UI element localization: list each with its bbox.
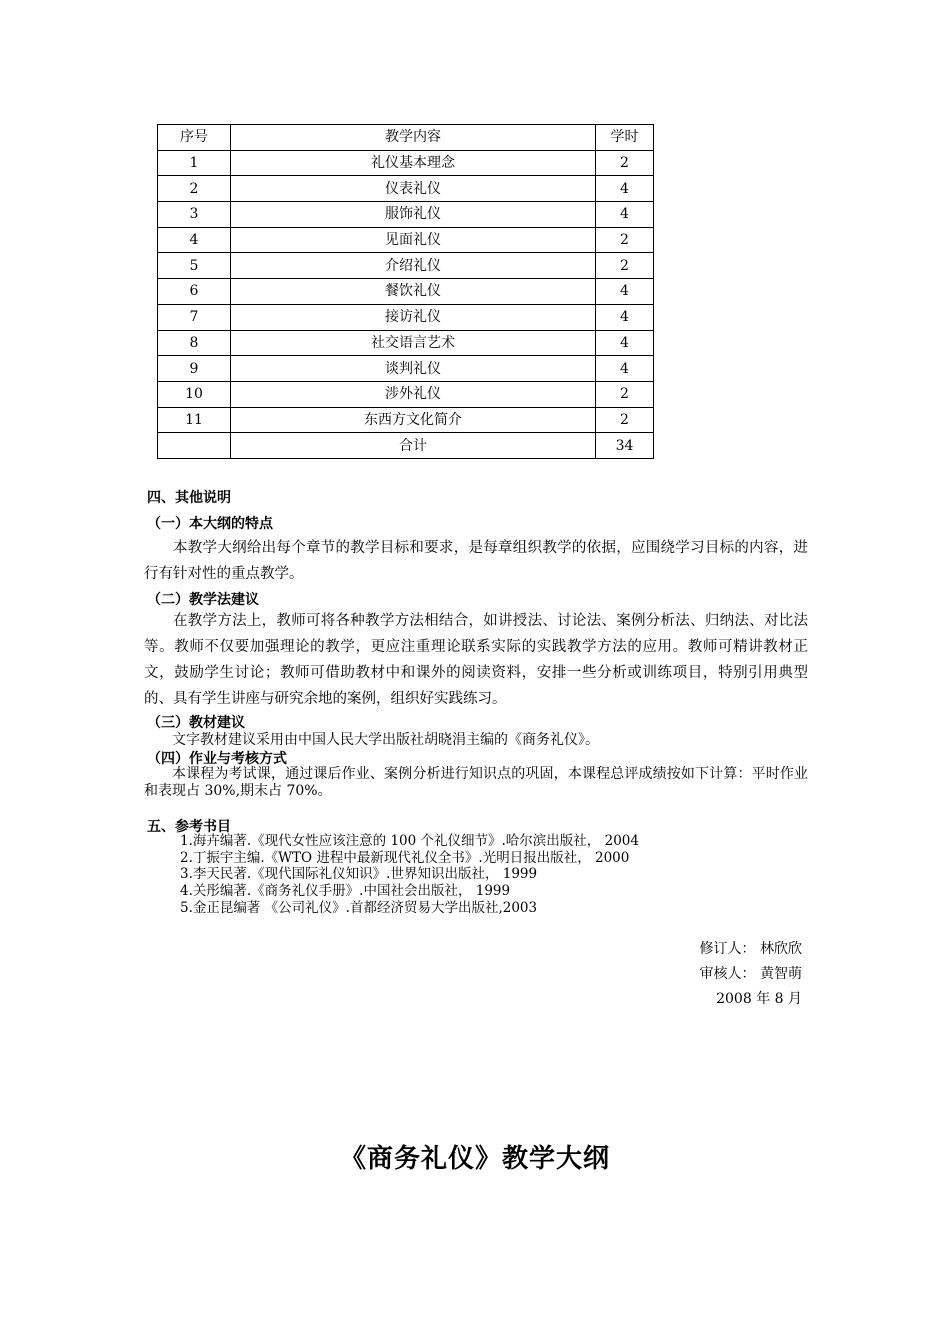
table-row bbox=[158, 330, 654, 356]
document-title: 《商务礼仪》教学大纲 bbox=[339, 1144, 610, 1174]
row-content: 服饰礼仪 bbox=[231, 202, 596, 228]
row-content: 东西方文化简介 bbox=[231, 407, 596, 433]
section-4-2-text: 在教学方法上，教师可将各种教学方法相结合，如讲授法、讨论法、案例分析法、归纳法、对比法等。教师不仅要加强理论的教学，更应注重理论联系实际的实践教学方法的应用。教师可精讲教材正文，鼓励学生讨论；教师可借助教材中和课外的阅读资料，安排一些分析或训练项目，特别引用典型的、具有学生讲座与研究余地的案例，组织好实践练习。 bbox=[144, 613, 808, 707]
reference-item: 3.李天民著.《现代国际礼仪知识》.世界知识出版社， 1999 bbox=[180, 866, 538, 883]
table-row bbox=[158, 253, 654, 279]
section-4-2-title: （二）教学法建议 bbox=[147, 592, 259, 608]
section-4-1-title: （一）本大纲的特点 bbox=[147, 516, 273, 532]
row-hours: 2 bbox=[596, 253, 654, 279]
section-4-title: 四、其他说明 bbox=[147, 490, 231, 506]
table-row bbox=[158, 150, 654, 176]
header-content: 教学内容 bbox=[231, 125, 596, 151]
section-4-3-text: 文字教材建议采用由中国人民大学出版社胡晓涓主编的《商务礼仪》。 bbox=[172, 732, 599, 748]
header-hours: 学时 bbox=[596, 125, 654, 151]
section-4-3-title: （三）教材建议 bbox=[147, 715, 245, 731]
row-hours: 4 bbox=[596, 330, 654, 356]
reference-item: 4.关彤编著.《商务礼仪手册》.中国社会出版社， 1999 bbox=[180, 883, 511, 900]
table-header-row bbox=[158, 125, 654, 151]
table-row bbox=[158, 202, 654, 228]
row-index: 1 bbox=[158, 150, 231, 176]
row-content: 礼仪基本理念 bbox=[231, 150, 596, 176]
row-hours: 2 bbox=[596, 381, 654, 407]
row-index: 2 bbox=[158, 176, 231, 202]
reviser: 修订人： 林欣欣 bbox=[699, 941, 802, 957]
row-index: 4 bbox=[158, 227, 231, 253]
reference-item: 5.金正昆编著 《公司礼仪》.首都经济贸易大学出版社,2003 bbox=[180, 899, 538, 916]
row-content: 见面礼仪 bbox=[231, 227, 596, 253]
row-hours: 4 bbox=[596, 356, 654, 382]
table-body bbox=[158, 150, 654, 458]
reference-item: 2.丁振宇主编.《WTO 进程中最新现代礼仪全书》.光明日报出版社， 2000 bbox=[180, 849, 630, 866]
table-row bbox=[158, 176, 654, 202]
section-4-1-text: 本教学大纲给出每个章节的教学目标和要求，是每章组织教学的依据，应围绕学习目标的内容，进行有针对性的重点教学。 bbox=[144, 540, 808, 582]
row-hours: 4 bbox=[596, 202, 654, 228]
row-content: 餐饮礼仪 bbox=[231, 279, 596, 305]
row-content: 接访礼仪 bbox=[231, 304, 596, 330]
row-content: 社交语言艺术 bbox=[231, 330, 596, 356]
reference-item: 1.海卉编著.《现代女性应该注意的 100 个礼仪细节》.哈尔滨出版社， 2004 bbox=[180, 833, 639, 849]
row-content: 介绍礼仪 bbox=[231, 253, 596, 279]
header-index: 序号 bbox=[158, 125, 231, 151]
reviewer: 审核人： 黄智萌 bbox=[699, 966, 802, 982]
row-index: 5 bbox=[158, 253, 231, 279]
table-row bbox=[158, 356, 654, 382]
syllabus-table bbox=[157, 124, 654, 459]
row-content: 仪表礼仪 bbox=[231, 176, 596, 202]
row-hours: 4 bbox=[596, 304, 654, 330]
row-hours: 2 bbox=[596, 150, 654, 176]
row-hours: 4 bbox=[596, 279, 654, 305]
date: 2008 年 8 月 bbox=[716, 991, 802, 1007]
row-index: 10 bbox=[158, 381, 231, 407]
section-4-4-title: （四）作业与考核方式 bbox=[147, 751, 287, 767]
row-hours: 2 bbox=[596, 407, 654, 433]
table-row bbox=[158, 381, 654, 407]
total-label: 合计 bbox=[231, 433, 596, 459]
table-row bbox=[158, 227, 654, 253]
total-hours: 34 bbox=[596, 433, 654, 459]
table-row bbox=[158, 304, 654, 330]
row-hours: 2 bbox=[596, 227, 654, 253]
table-row bbox=[158, 279, 654, 305]
row-content: 谈判礼仪 bbox=[231, 356, 596, 382]
row-index: 6 bbox=[158, 279, 231, 305]
section-5-title: 五、参考书目 bbox=[147, 819, 231, 835]
table-total-row bbox=[158, 433, 654, 459]
section-4-4-text: 本课程为考试课，通过课后作业、案例分析进行知识点的巩固，本课程总评成绩按如下计算：平时作业和表现占 30%,期末占 70%。 bbox=[144, 766, 808, 799]
table-row bbox=[158, 407, 654, 433]
row-index: 8 bbox=[158, 330, 231, 356]
row-index: 3 bbox=[158, 202, 231, 228]
total-index bbox=[158, 433, 231, 459]
row-index: 11 bbox=[158, 407, 231, 433]
row-hours: 4 bbox=[596, 176, 654, 202]
row-content: 涉外礼仪 bbox=[231, 381, 596, 407]
row-index: 7 bbox=[158, 304, 231, 330]
row-index: 9 bbox=[158, 356, 231, 382]
reference-list bbox=[180, 833, 639, 917]
